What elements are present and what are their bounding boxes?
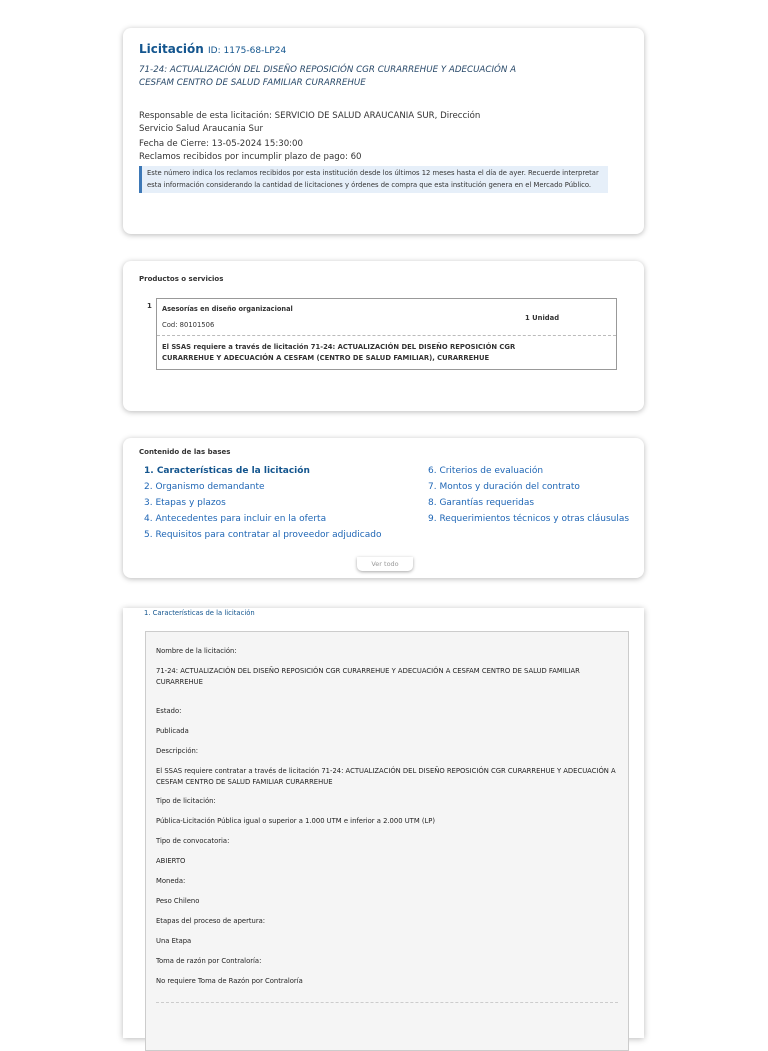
bases-link-caracteristicas[interactable]: 1. Características de la licitación — [144, 466, 310, 476]
field-value: Peso Chileno — [156, 897, 200, 905]
product-description: El SSAS requiere a través de licitación 71-24: ACTUALIZACIÓN DEL DISEÑO REPOSICIÓN CGR CURARREHUE Y ADECUACIÓN A CESFAM (CENTRO DE SALUD FAMILIAR), CURARREHUE — [162, 343, 516, 362]
field-label: Tipo de convocatoria: — [156, 837, 230, 845]
product-index: 1 — [147, 302, 152, 310]
bases-link-garantias[interactable]: 8. Garantías requeridas — [428, 498, 535, 508]
caracteristicas-card — [123, 608, 644, 1038]
product-name: Asesorías en diseño organizacional — [162, 305, 293, 313]
bases-link-criterios[interactable]: 6. Criterios de evaluación — [428, 466, 544, 476]
field-label: Nombre de la licitación: — [156, 647, 237, 655]
detail-divider — [156, 1002, 618, 1003]
bases-link-organismo[interactable]: 2. Organismo demandante — [144, 482, 265, 492]
field-label: Tipo de licitación: — [156, 797, 216, 805]
bases-link-requisitos[interactable]: 5. Requisitos para contratar al proveedor adjudicado — [144, 530, 382, 540]
field-value: Publicada — [156, 727, 189, 735]
field-value: No requiere Toma de Razón por Contraloría — [156, 977, 303, 985]
bases-link-requerimientos[interactable]: 9. Requerimientos técnicos y otras cláusulas — [428, 514, 630, 524]
product-code: Cod: 80101506 — [162, 321, 215, 329]
bases-link-montos[interactable]: 7. Montos y duración del contrato — [428, 482, 580, 492]
field-label: Descripción: — [156, 747, 199, 755]
licitacion-subtitle: 71-24: ACTUALIZACIÓN DEL DISEÑO REPOSICIÓN CGR CURARREHUE Y ADECUACIÓN A CESFAM CENTRO DE SALUD FAMILIAR CURARREHUE — [139, 65, 517, 88]
productos-heading: Productos o servicios — [139, 275, 224, 283]
responsable-text: Responsable de esta licitación: SERVICIO DE SALUD ARAUCANIA SUR, Dirección Servicio Salud Araucania Sur — [139, 111, 481, 134]
field-value: 71-24: ACTUALIZACIÓN DEL DISEÑO REPOSICIÓN CGR CURARREHUE Y ADECUACIÓN A CESFAM CENTRO DE SALUD FAMILIAR CURARREHUE — [156, 667, 580, 686]
fecha-cierre-text: Fecha de Cierre: 13-05-2024 15:30:00 — [139, 139, 303, 149]
field-label: Moneda: — [156, 877, 186, 885]
licitacion-header-card — [123, 28, 644, 234]
reclamos-text: Reclamos recibidos por incumplir plazo de pago: 60 — [139, 151, 362, 162]
product-item — [156, 298, 617, 370]
caracteristicas-heading: 1. Características de la licitación — [144, 609, 255, 617]
field-value: El SSAS requiere contratar a través de licitación 71-24: ACTUALIZACIÓN DEL DISEÑO REPOSICIÓN CGR CURARREHUE Y ADECUACIÓN A CESFAM CENTRO DE SALUD FAMILIAR CURARREHUE — [156, 767, 616, 786]
field-label: Etapas del proceso de apertura: — [156, 917, 266, 925]
reclamos-info-note: Este número indica los reclamos recibidos por esta institución desde los últimos 12 meses hasta el día de ayer. Recuerde interpretar esta información considerando la cantidad de licitaciones y órdenes de compra que esta institución genera en el Mercado Público. — [139, 166, 608, 193]
product-quantity: 1 Unidad — [525, 314, 560, 322]
caracteristicas-box — [145, 631, 629, 1051]
licitacion-id: ID: 1175-68-LP24 — [208, 46, 287, 56]
bases-heading: Contenido de las bases — [139, 448, 231, 456]
field-value: Una Etapa — [156, 937, 192, 945]
field-value: Pública-Licitación Pública igual o superior a 1.000 UTM e inferior a 2.000 UTM (LP) — [156, 817, 436, 825]
field-value: ABIERTO — [156, 857, 186, 865]
page-title — [139, 42, 628, 56]
productos-card — [123, 261, 644, 411]
bases-link-etapas[interactable]: 3. Etapas y plazos — [144, 498, 226, 508]
bases-link-antecedentes[interactable]: 4. Antecedentes para incluir en la oferta — [144, 514, 327, 524]
bases-card — [123, 438, 644, 578]
product-divider — [157, 335, 616, 336]
field-label: Toma de razón por Contraloría: — [156, 957, 262, 965]
ver-todo-button[interactable]: Ver todo — [357, 557, 413, 571]
field-label: Estado: — [156, 707, 182, 715]
licitacion-title: Licitación — [139, 42, 204, 56]
